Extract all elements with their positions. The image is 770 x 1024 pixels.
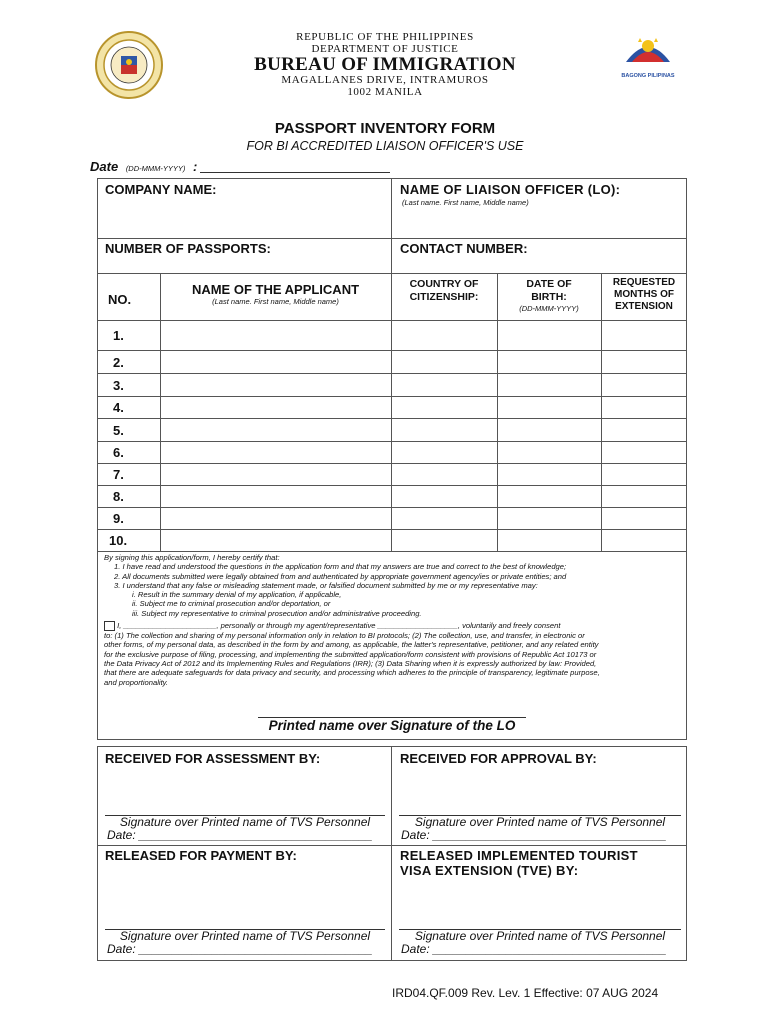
row-number: 7. (113, 467, 124, 482)
consent-checkbox[interactable] (104, 621, 115, 631)
row-line (97, 441, 687, 442)
bagong-pilipinas-text: BAGONG PILIPINAS (621, 73, 675, 79)
declaration-item-3: 3. I understand that any false or misleading statement made, or falsified document submitted by me or my representative may: (114, 580, 538, 590)
col-extension-header (601, 277, 687, 313)
row-number: 3. (113, 378, 124, 393)
number-of-passports-label: NUMBER OF PASSPORTS: (105, 241, 271, 256)
column-divider (160, 273, 161, 551)
divider (97, 273, 687, 274)
approval-date[interactable]: Date: ___________________________________ (401, 828, 667, 842)
bagong-pilipinas-logo (618, 30, 678, 78)
col-country-line1: COUNTRY OF (409, 278, 479, 290)
tve-signature-caption: Signature over Printed name of TVS Personnel (414, 929, 666, 943)
date-row (90, 159, 197, 174)
declaration-item-1: 1. I have read and understood the questions in the application form and that my answers are true and correct to the best of knowledge; (114, 562, 567, 572)
col-country-line2: CITIZENSHIP: (409, 291, 479, 303)
row-number: 9. (113, 511, 124, 526)
lo-name-hint: (Last name. First name, Middle name) (402, 198, 529, 207)
declaration-sub-3: iii. Subject my representative to criminal prosecution and/or administrative proceeding. (132, 608, 422, 618)
tve-date[interactable]: Date: ___________________________________ (401, 942, 667, 956)
assessment-signature-caption: Signature over Printed name of TVS Personnel (119, 815, 371, 829)
lo-signature-caption: Printed name over Signature of the LO (268, 718, 516, 733)
row-line (97, 507, 687, 508)
released-tve-line1: RELEASED IMPLEMENTED TOURIST (400, 848, 638, 863)
row-line (97, 396, 687, 397)
form-subtitle: FOR BI ACCREDITED LIAISON OFFICER'S USE (246, 139, 524, 153)
released-tve-line2: VISA EXTENSION (TVE) BY: (400, 863, 579, 878)
row-line (97, 320, 687, 321)
number-of-passports-field[interactable] (98, 256, 390, 272)
received-assessment-label: RECEIVED FOR ASSESSMENT BY: (105, 751, 321, 766)
row-line (97, 350, 687, 351)
col-country-header (391, 278, 497, 304)
footer-form-code: IRD04.QF.009 Rev. Lev. 1 Effective: 07 AUG 2024 (392, 986, 659, 1000)
declaration-sub-2: ii. Subject me to criminal prosecution and/or deportation, or (132, 599, 331, 609)
declaration-block (104, 553, 684, 687)
lo-name-label: NAME OF LIAISON OFFICER (LO): (400, 182, 621, 197)
assessment-date[interactable]: Date: ___________________________________ (107, 828, 373, 842)
released-payment-label: RELEASED FOR PAYMENT BY: (105, 848, 297, 863)
lo-name-field[interactable] (392, 208, 686, 237)
consent-text-6: that there are adequate safeguards for data privacy and security, and processing which adheres to the principle of transparency, legitimate purpose, (104, 668, 600, 678)
row-number: 5. (113, 423, 124, 438)
consent-text-4: for the exclusive purpose of filing, processing, and implementing the submitted application/form consistent with provisions of Republic Act 10173 or (104, 649, 597, 659)
row-line (97, 529, 687, 530)
declaration-item-2: 2. All documents submitted were legally obtained from and authenticated by appropriate government agency/ies or private entities; and (114, 571, 567, 581)
divider (97, 238, 687, 239)
row-number: 8. (113, 489, 124, 504)
row-number: 6. (113, 445, 124, 460)
row-number: 1. (113, 328, 124, 343)
col-name-hint: (Last name. First name, Middle name) (212, 297, 339, 306)
released-tve-label (400, 848, 638, 878)
contact-number-field[interactable] (392, 256, 686, 272)
declaration-intro: By signing this application/form, I hereby certify that: (104, 553, 280, 562)
row-line (97, 551, 687, 552)
col-dob-hint: (DD-MMM-YYYY) (519, 304, 579, 313)
date-label: Date (90, 159, 119, 174)
date-field[interactable] (200, 172, 390, 173)
date-format-hint: (DD-MMM-YYYY) (125, 164, 186, 173)
form-title: PASSPORT INVENTORY FORM (274, 120, 496, 137)
header-agency: BUREAU OF IMMIGRATION (254, 54, 516, 75)
approval-signature-caption: Signature over Printed name of TVS Personnel (414, 815, 666, 829)
row-line (97, 463, 687, 464)
column-divider (601, 273, 602, 551)
header-republic: REPUBLIC OF THE PHILIPPINES (296, 31, 474, 43)
col-dob-line2: BIRTH: (531, 291, 567, 303)
company-name-label: COMPANY NAME: (105, 182, 217, 197)
received-approval-label: RECEIVED FOR APPROVAL BY: (400, 751, 597, 766)
row-number: 10. (109, 533, 128, 548)
divider (97, 845, 687, 846)
payment-signature-caption: Signature over Printed name of TVS Personnel (119, 929, 371, 943)
header-department: DEPARTMENT OF JUSTICE (311, 43, 459, 55)
col-dob-line1: DATE OF (526, 278, 572, 290)
row-line (97, 373, 687, 374)
header-address-2: 1002 MANILA (347, 86, 423, 98)
contact-number-label: CONTACT NUMBER: (400, 241, 528, 256)
row-number: 2. (113, 355, 124, 370)
col-ext-line3: EXTENSION (615, 301, 673, 312)
consent-text-2: to: (1) The collection and sharing of my personal information only in relation to BI protocols; (2) The collection, use, and transfer, in electronic or (104, 631, 585, 641)
declaration-sub-1: i. Result in the summary denial of my application, if applicable, (132, 590, 342, 600)
col-no-header: NO. (108, 292, 132, 307)
payment-date[interactable]: Date: ___________________________________ (107, 942, 373, 956)
col-name-title: NAME OF THE APPLICANT (191, 282, 360, 297)
company-name-field[interactable] (98, 198, 390, 237)
consent-text-3: other forms, of my personal data, as described in the form by and among, as applicable, the latter's representative, petitioner, and any related entity (104, 640, 599, 650)
row-line (97, 418, 687, 419)
date-colon: : (193, 159, 198, 174)
header-address-1: MAGALLANES DRIVE, INTRAMUROS (281, 74, 489, 86)
col-ext-line2: MONTHS OF (614, 289, 674, 300)
row-line (97, 485, 687, 486)
column-divider (497, 273, 498, 551)
col-ext-line1: REQUESTED (612, 277, 676, 288)
col-name-header (160, 282, 391, 306)
col-dob-header (497, 278, 601, 313)
consent-text-5: the Data Privacy Act of 2012 and its Implementing Rules and Regulations (IRR); (3) Data Sharing when it is expressly authorized by law: Provided, (104, 658, 597, 668)
consent-text-1: I, ______________________, personally or through my agent/representative ___________________, voluntarily and freely consent (117, 621, 561, 631)
row-number: 4. (113, 400, 124, 415)
column-divider (391, 273, 392, 551)
divider (391, 746, 392, 961)
consent-text-7: and proportionality. (104, 677, 169, 687)
consent-line-1 (104, 621, 684, 631)
